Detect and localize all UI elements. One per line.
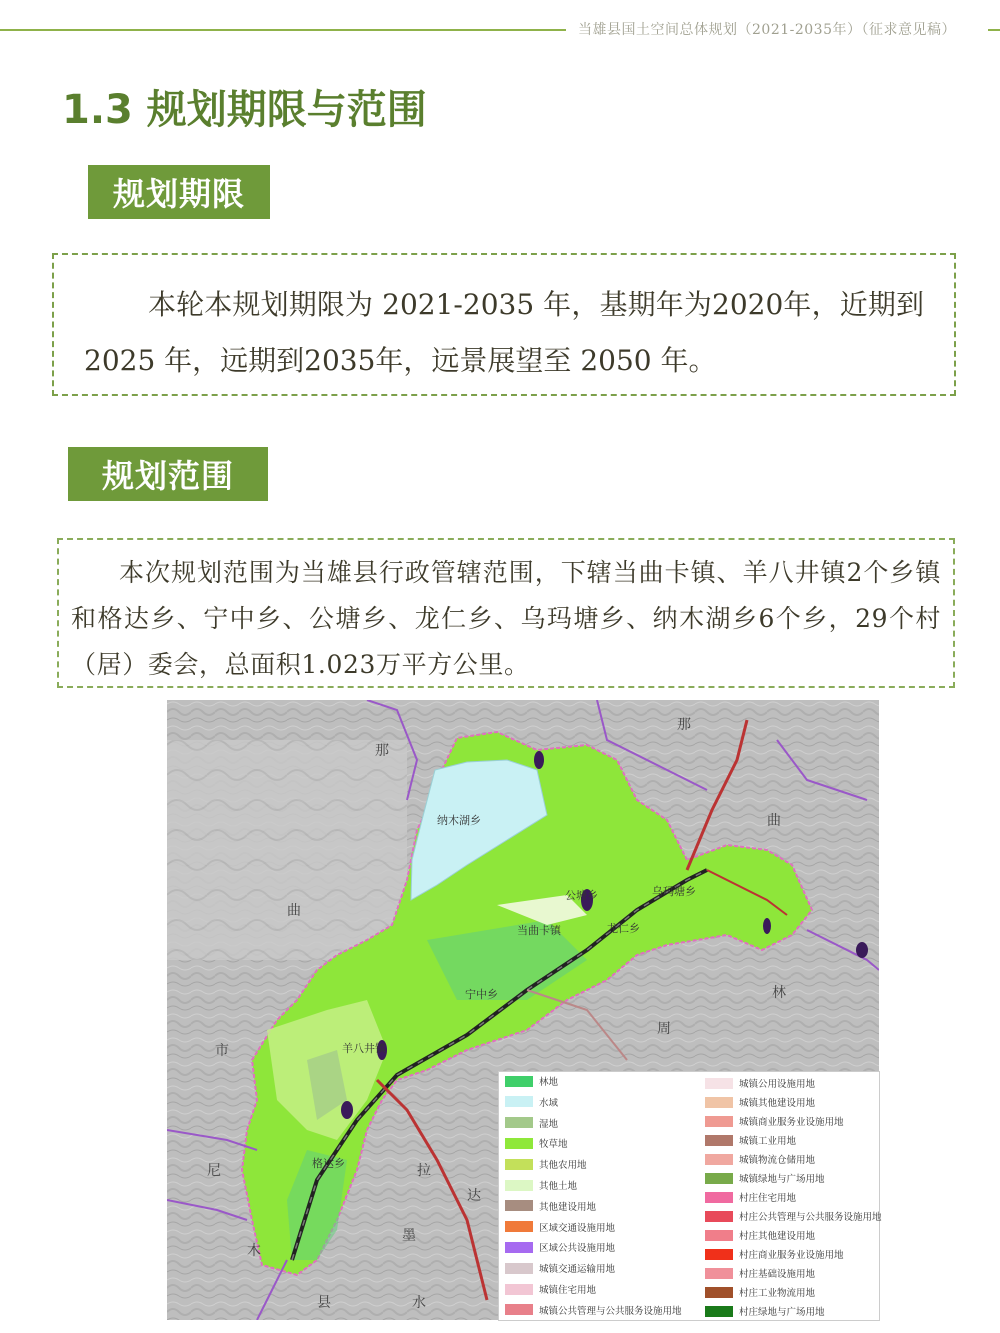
header-rule-left [0, 29, 566, 31]
legend-swatch [505, 1284, 533, 1295]
section-title: 1.3 规划期限与范围 [62, 87, 427, 133]
neighbor-label-na2: 那 [677, 717, 691, 733]
document-running-title: 当雄县国土空间总体规划（2021-2035年）（征求意见稿） [578, 22, 956, 38]
place-namuhu: 纳木湖乡 [437, 814, 481, 827]
map-legend [498, 1071, 880, 1321]
legend-item [505, 1156, 587, 1172]
legend-swatch [705, 1116, 733, 1127]
legend-swatch [705, 1192, 733, 1203]
legend-swatch [705, 1268, 733, 1279]
neighbor-label-la: 拉 [417, 1163, 431, 1179]
legend-label: 城镇其他建设用地 [739, 1098, 816, 1109]
legend-item [705, 1265, 815, 1281]
legend-swatch [705, 1287, 733, 1298]
legend-swatch [505, 1221, 533, 1232]
legend-item [705, 1208, 882, 1224]
legend-label: 城镇商业服务业设施用地 [739, 1117, 844, 1128]
legend-item [505, 1094, 558, 1110]
legend-swatch [505, 1242, 533, 1253]
place-wumatang: 乌玛塘乡 [652, 885, 696, 898]
legend-swatch [705, 1211, 733, 1222]
legend-item [505, 1281, 596, 1297]
neighbor-label-qu1: 曲 [287, 903, 301, 919]
place-yangbajing: 羊八井镇 [342, 1042, 386, 1055]
legend-item [705, 1132, 796, 1148]
legend-swatch [505, 1180, 533, 1191]
legend-swatch [705, 1249, 733, 1260]
scope-tag: 规划范围 [68, 447, 268, 501]
legend-label: 村庄住宅用地 [739, 1193, 797, 1204]
legend-swatch [505, 1117, 533, 1128]
period-text: 本轮本规划期限为 2021-2035 年，基期年为2020年，近期到 2025 年，远期到2035年，远景展望至 2050 年。 [84, 288, 924, 377]
legend-swatch [705, 1173, 733, 1184]
legend-item [705, 1170, 825, 1186]
legend-item [705, 1227, 815, 1243]
legend-swatch [505, 1159, 533, 1170]
legend-label: 城镇交通运输用地 [539, 1264, 616, 1276]
legend-item [705, 1113, 844, 1129]
legend-label: 城镇绿地与广场用地 [739, 1174, 825, 1185]
legend-swatch [505, 1138, 533, 1149]
legend-label: 区域公共设施用地 [539, 1243, 616, 1255]
legend-swatch [505, 1200, 533, 1211]
legend-label: 村庄其他建设用地 [739, 1231, 816, 1242]
place-ningzhong: 宁中乡 [465, 988, 498, 1001]
legend-item [505, 1219, 615, 1235]
legend-swatch [505, 1263, 533, 1274]
legend-label: 城镇物流仓储用地 [739, 1155, 816, 1166]
scope-box [57, 538, 955, 688]
legend-item [705, 1284, 815, 1300]
place-geda: 格达乡 [312, 1157, 345, 1170]
neighbor-label-mu: 木 [247, 1243, 261, 1259]
legend-label: 村庄公共管理与公共服务设施用地 [739, 1212, 882, 1223]
place-dangquka: 当曲卡镇 [517, 924, 561, 937]
legend-item [505, 1115, 558, 1131]
legend-item [705, 1075, 815, 1091]
legend-swatch [705, 1306, 733, 1317]
legend-item [505, 1135, 568, 1151]
legend-swatch [705, 1230, 733, 1241]
legend-swatch [505, 1076, 533, 1087]
legend-label: 城镇公共管理与公共服务设施用地 [539, 1305, 682, 1317]
legend-label: 村庄工业物流用地 [739, 1288, 816, 1299]
legend-item [505, 1260, 615, 1276]
legend-label: 湿地 [539, 1118, 559, 1130]
legend-item [505, 1073, 558, 1089]
neighbor-label-shi: 市 [215, 1043, 229, 1059]
legend-label: 林地 [539, 1077, 559, 1088]
legend-label: 城镇住宅用地 [539, 1285, 597, 1296]
legend-item [705, 1094, 815, 1110]
legend-label: 其他建设用地 [539, 1201, 597, 1213]
legend-label: 城镇公用设施用地 [739, 1079, 816, 1090]
neighbor-label-shui: 水 [412, 1295, 426, 1311]
period-tag: 规划期限 [88, 165, 270, 219]
place-longren: 龙仁乡 [607, 922, 640, 935]
legend-label: 其他农用地 [539, 1160, 587, 1172]
legend-item [505, 1239, 615, 1255]
legend-item [705, 1189, 796, 1205]
legend-label: 水域 [539, 1097, 559, 1109]
legend-item [705, 1303, 825, 1319]
period-box [52, 253, 956, 396]
neighbor-label-zhou: 周 [657, 1021, 671, 1037]
neighbor-label-xian: 县 [317, 1295, 331, 1311]
legend-label: 牧草地 [539, 1139, 568, 1151]
legend-swatch [505, 1096, 533, 1107]
legend-item [705, 1246, 844, 1262]
legend-swatch [705, 1135, 733, 1146]
neighbor-label-da: 达 [467, 1188, 481, 1204]
legend-item [505, 1198, 596, 1214]
neighbor-label-lin: 林 [772, 985, 786, 1001]
legend-item [705, 1151, 815, 1167]
legend-swatch [705, 1078, 733, 1089]
place-gongtang: 公塘乡 [565, 889, 598, 902]
legend-swatch [505, 1304, 533, 1315]
neighbor-label-qu2: 曲 [767, 813, 781, 829]
header-rule-right [988, 29, 1000, 31]
legend-swatch [705, 1097, 733, 1108]
legend-item [505, 1302, 682, 1318]
legend-label: 村庄绿地与广场用地 [739, 1307, 825, 1318]
legend-label: 其他土地 [539, 1181, 578, 1192]
legend-label: 区域交通设施用地 [539, 1222, 616, 1234]
neighbor-label-mo: 墨 [402, 1228, 416, 1244]
legend-swatch [705, 1154, 733, 1165]
legend-label: 村庄商业服务业设施用地 [739, 1250, 844, 1261]
legend-item [505, 1177, 577, 1193]
scope-text: 本次规划范围为当雄县行政管辖范围，下辖当曲卡镇、羊八井镇2个乡镇和格达乡、宁中乡、公塘乡、龙仁乡、乌玛塘乡、纳木湖乡6个乡，29个村（居）委会，总面积1.023万平方公里。 [71, 558, 941, 679]
legend-label: 村庄基础设施用地 [739, 1269, 816, 1280]
neighbor-label-na1: 那 [375, 743, 389, 759]
neighbor-label-ni: 尼 [207, 1163, 221, 1179]
legend-label: 城镇工业用地 [739, 1136, 797, 1147]
